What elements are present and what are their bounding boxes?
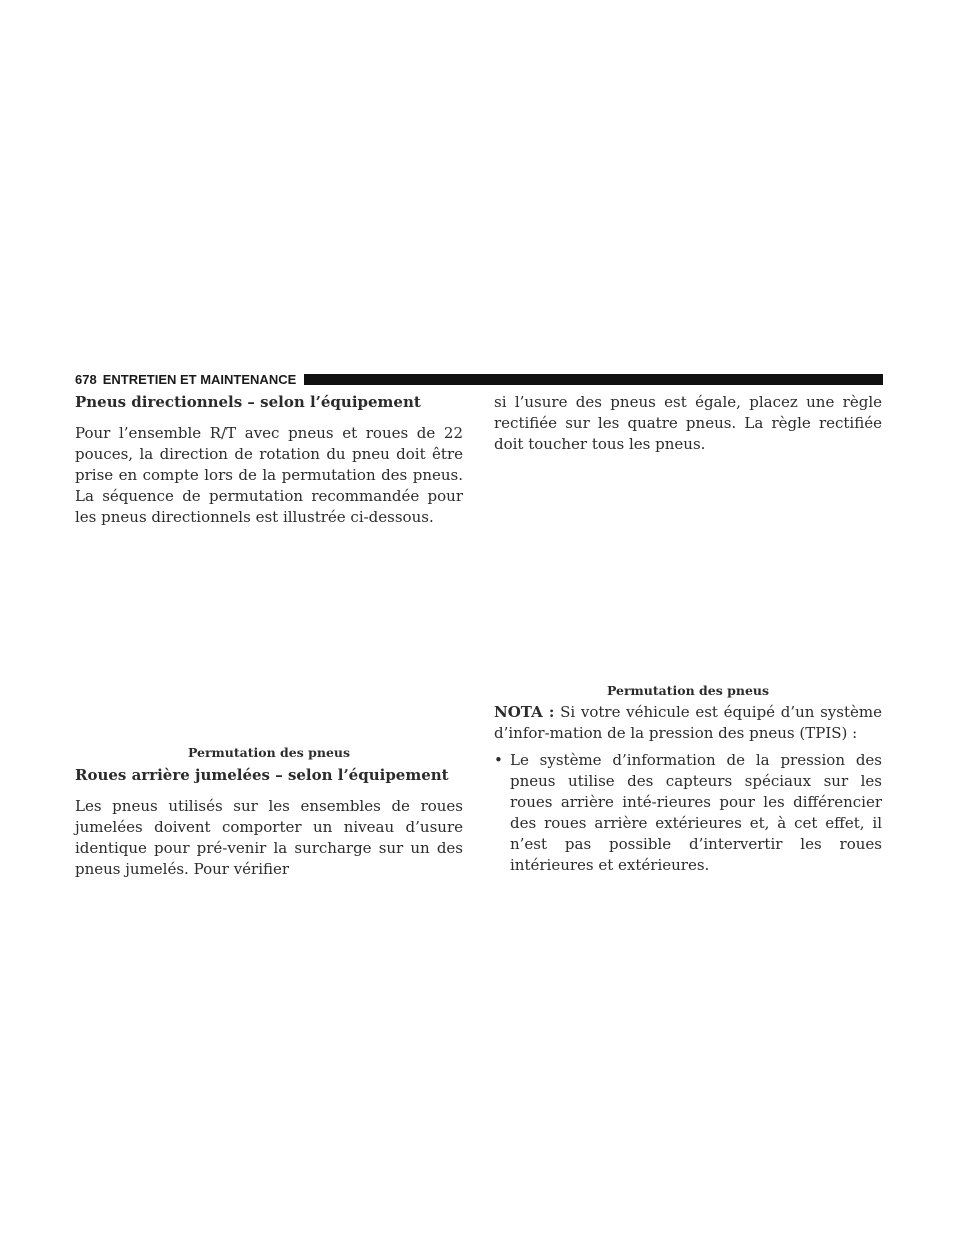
directional-tires-paragraph: Pour l’ensemble R/T avec pneus et roues de 22 pouces, la direction de rotation du pneu doit être prise en compte lors de la permutation des pneus. La séquence de permutation recommandée pour les pneus directionnels est illustrée ci-dessous. <box>75 424 463 526</box>
dual-rear-wheels-paragraph: Les pneus utilisés sur les ensembles de roues jumelées doivent comporter un niveau d’usure identique pour pré-venir la surcharge sur un des pneus jumelés. Pour vérifier <box>75 797 463 878</box>
page-number: 678 <box>75 371 97 387</box>
section-title: ENTRETIEN ET MAINTENANCE <box>102 371 297 387</box>
note-text: Si votre véhicule est équipé d’un système d’infor-mation de la pression des pneus (TPIS) : <box>494 703 882 742</box>
heading-directional-tires: Pneus directionnels – selon l’équipement <box>75 393 421 411</box>
note-label: NOTA : <box>494 703 555 721</box>
heading-dual-rear-wheels: Roues arrière jumelées – selon l’équipement <box>75 766 449 784</box>
left-column-lower <box>75 765 463 880</box>
figure-dual-rotation <box>494 460 882 670</box>
figure-caption-left: Permutation des pneus <box>187 745 351 760</box>
straightedge-paragraph: si l’usure des pneus est égale, placez une règle rectifiée sur les quatre pneus. La règle rectifiée doit toucher tous les pneus. <box>494 393 882 453</box>
right-column-lower <box>494 702 882 876</box>
note-paragraph <box>494 702 882 744</box>
bullet-list <box>494 750 882 876</box>
figure-directional-rotation <box>75 520 463 730</box>
right-column <box>494 392 882 455</box>
bullet-marker: • <box>494 751 503 769</box>
figure-caption-right: Permutation des pneus <box>606 683 770 698</box>
header-rule <box>304 374 883 385</box>
page-header <box>75 368 883 390</box>
bullet-text: Le système d’information de la pression des pneus utilise des capteurs spéciaux sur les roues arrière inté-rieures pour les différencier des roues arrière extérieures et, à cet effet, il n’est pas possible d’intervertir les roues intérieures et extérieures. <box>510 751 882 874</box>
list-item <box>494 750 882 876</box>
left-column <box>75 392 463 528</box>
